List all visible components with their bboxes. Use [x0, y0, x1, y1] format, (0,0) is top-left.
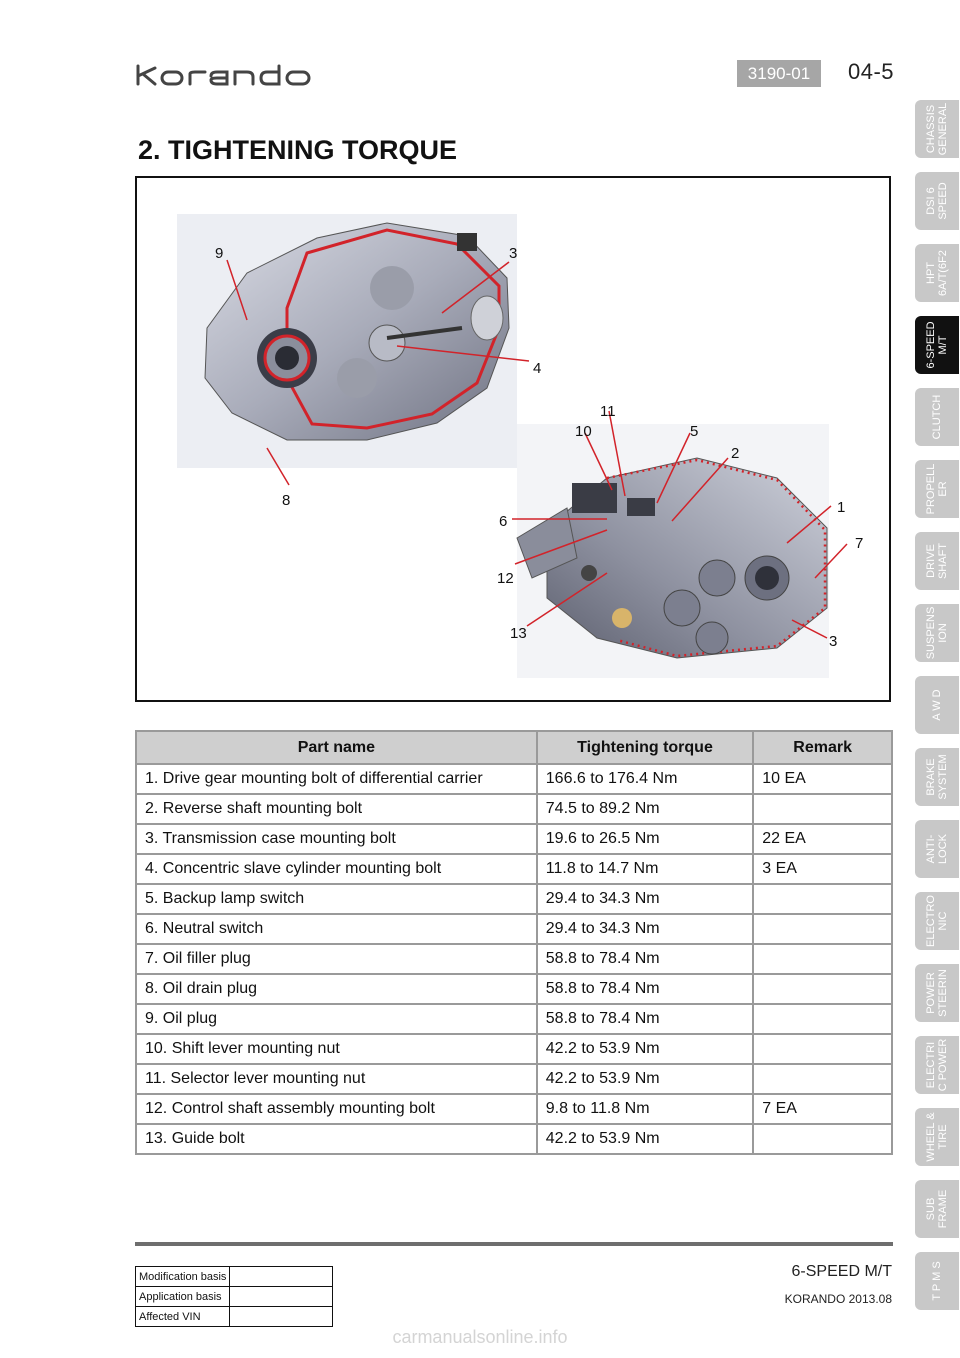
part-name-cell: 5. Backup lamp switch — [136, 884, 537, 914]
torque-cell: 58.8 to 78.4 Nm — [537, 944, 753, 974]
remark-cell — [753, 974, 892, 1004]
column-header-part-name: Part name — [136, 731, 537, 764]
tab-label: ELECTRO NIC — [925, 895, 949, 947]
part-name-cell: 1. Drive gear mounting bolt of differential carrier — [136, 764, 537, 794]
torque-cell: 29.4 to 34.3 Nm — [537, 914, 753, 944]
tab-wheel-tire[interactable] — [915, 1108, 959, 1166]
torque-cell: 9.8 to 11.8 Nm — [537, 1094, 753, 1124]
callout-8: 8 — [282, 492, 291, 509]
table-row — [136, 1307, 333, 1327]
callout-10: 10 — [575, 423, 592, 440]
table-row — [136, 1267, 333, 1287]
tab-hpt-6at[interactable] — [915, 244, 959, 302]
page-number: 04-5 — [848, 59, 895, 84]
tab-label: HPT 6A/T(6F2 — [925, 250, 949, 296]
table-row — [136, 884, 892, 914]
remark-cell — [753, 1064, 892, 1094]
part-name-cell: 3. Transmission case mounting bolt — [136, 824, 537, 854]
table-row — [136, 764, 892, 794]
tab-label: ELECTRI C POWER — [925, 1038, 949, 1092]
tab-label: CLUTCH — [931, 394, 943, 440]
tab-awd[interactable] — [915, 676, 959, 734]
torque-cell: 42.2 to 53.9 Nm — [537, 1064, 753, 1094]
tab-label: DSI 6 SPEED — [925, 182, 949, 220]
table-row — [136, 1004, 892, 1034]
tightening-torque-table — [135, 730, 893, 1155]
torque-cell: 58.8 to 78.4 Nm — [537, 974, 753, 1004]
column-header-tightening-torque: Tightening torque — [537, 731, 753, 764]
part-name-cell: 2. Reverse shaft mounting bolt — [136, 794, 537, 824]
part-name-cell: 12. Control shaft assembly mounting bolt — [136, 1094, 537, 1124]
part-name-cell: 10. Shift lever mounting nut — [136, 1034, 537, 1064]
torque-cell: 42.2 to 53.9 Nm — [537, 1124, 753, 1154]
footer-edition: KORANDO 2013.08 — [784, 1292, 892, 1306]
callout-6: 6 — [499, 513, 508, 530]
remark-cell: 22 EA — [753, 824, 892, 854]
callout-3-lower: 3 — [829, 633, 838, 650]
tab-sub-frame[interactable] — [915, 1180, 959, 1238]
tab-label: BRAKE SYSTEM — [925, 754, 949, 800]
tab-brake-system[interactable] — [915, 748, 959, 806]
document-code-badge: 3190-01 — [737, 60, 821, 87]
callout-12: 12 — [497, 570, 514, 587]
table-row — [136, 1034, 892, 1064]
remark-cell — [753, 1034, 892, 1064]
tab-label: PROPELL ER — [925, 463, 949, 515]
tab-dsi-6-speed[interactable] — [915, 172, 959, 230]
remark-cell: 10 EA — [753, 764, 892, 794]
torque-cell: 166.6 to 176.4 Nm — [537, 764, 753, 794]
remark-cell — [753, 944, 892, 974]
tab-electronic[interactable] — [915, 892, 959, 950]
remark-cell — [753, 914, 892, 944]
tab-label: ANTI- LOCK — [925, 834, 949, 864]
remark-cell — [753, 884, 892, 914]
part-name-cell: 11. Selector lever mounting nut — [136, 1064, 537, 1094]
table-row — [136, 1064, 892, 1094]
transmission-figure — [135, 176, 891, 702]
tab-label: A W D — [931, 689, 943, 721]
tab-6-speed-mt[interactable] — [915, 316, 959, 374]
application-basis-value — [230, 1287, 333, 1307]
korando-logo — [135, 62, 315, 88]
table-row — [136, 854, 892, 884]
callout-13: 13 — [510, 625, 527, 642]
callout-2: 2 — [731, 445, 740, 462]
torque-cell: 29.4 to 34.3 Nm — [537, 884, 753, 914]
tab-anti-lock[interactable] — [915, 820, 959, 878]
tab-drive-shaft[interactable] — [915, 532, 959, 590]
tab-tpms[interactable] — [915, 1252, 959, 1310]
tab-label: CHASSIS GENERAL — [925, 102, 949, 156]
part-name-cell: 4. Concentric slave cylinder mounting bolt — [136, 854, 537, 884]
remark-cell: 7 EA — [753, 1094, 892, 1124]
part-name-cell: 6. Neutral switch — [136, 914, 537, 944]
transmission-illustration — [137, 178, 889, 700]
footer-divider — [135, 1242, 893, 1246]
table-row — [136, 794, 892, 824]
remark-cell — [753, 794, 892, 824]
torque-cell: 11.8 to 14.7 Nm — [537, 854, 753, 884]
tab-label: DRIVE SHAFT — [925, 542, 949, 580]
tab-label: SUSPENS ION — [925, 606, 949, 660]
table-header-row — [136, 731, 892, 764]
callout-3-upper: 3 — [509, 245, 518, 262]
modification-basis-value — [230, 1267, 333, 1287]
footer-model: 6-SPEED M/T — [791, 1263, 892, 1280]
callout-4: 4 — [533, 360, 542, 377]
part-name-cell: 8. Oil drain plug — [136, 974, 537, 1004]
callout-5: 5 — [690, 423, 699, 440]
tab-label: T P M S — [931, 1261, 943, 1301]
modification-table — [135, 1266, 333, 1327]
tab-propeller[interactable] — [915, 460, 959, 518]
table-row — [136, 914, 892, 944]
application-basis-label: Application basis — [136, 1287, 230, 1307]
torque-cell: 74.5 to 89.2 Nm — [537, 794, 753, 824]
remark-cell — [753, 1004, 892, 1034]
table-row — [136, 1287, 333, 1307]
tab-power-steering[interactable] — [915, 964, 959, 1022]
part-name-cell: 9. Oil plug — [136, 1004, 537, 1034]
watermark: carmanualsonline.info — [392, 1327, 568, 1347]
tab-label: WHEEL & TIRE — [925, 1112, 949, 1162]
affected-vin-label: Affected VIN — [136, 1307, 230, 1327]
remark-cell: 3 EA — [753, 854, 892, 884]
remark-cell — [753, 1124, 892, 1154]
part-name-cell: 7. Oil filler plug — [136, 944, 537, 974]
affected-vin-value — [230, 1307, 333, 1327]
tab-electric-power[interactable] — [915, 1036, 959, 1094]
callout-1: 1 — [837, 499, 846, 516]
tab-label: SUB FRAME — [925, 1189, 949, 1229]
callout-11: 11 — [600, 403, 616, 420]
callout-9: 9 — [215, 245, 224, 262]
tab-clutch[interactable] — [915, 388, 959, 446]
section-title: 2. TIGHTENING TORQUE — [138, 135, 458, 165]
modification-basis-label: Modification basis — [136, 1267, 230, 1287]
table-row — [136, 824, 892, 854]
torque-cell: 19.6 to 26.5 Nm — [537, 824, 753, 854]
tab-suspension[interactable] — [915, 604, 959, 662]
column-header-remark: Remark — [753, 731, 892, 764]
torque-cell: 42.2 to 53.9 Nm — [537, 1034, 753, 1064]
callout-7: 7 — [855, 535, 864, 552]
table-row — [136, 944, 892, 974]
table-row — [136, 1094, 892, 1124]
table-row — [136, 1124, 892, 1154]
tab-label: POWER STEERIN — [925, 969, 949, 1017]
table-row — [136, 974, 892, 1004]
part-name-cell: 13. Guide bolt — [136, 1124, 537, 1154]
tab-chassis-general[interactable] — [915, 100, 959, 158]
tab-label: 6-SPEED M/T — [925, 321, 949, 369]
torque-cell: 58.8 to 78.4 Nm — [537, 1004, 753, 1034]
